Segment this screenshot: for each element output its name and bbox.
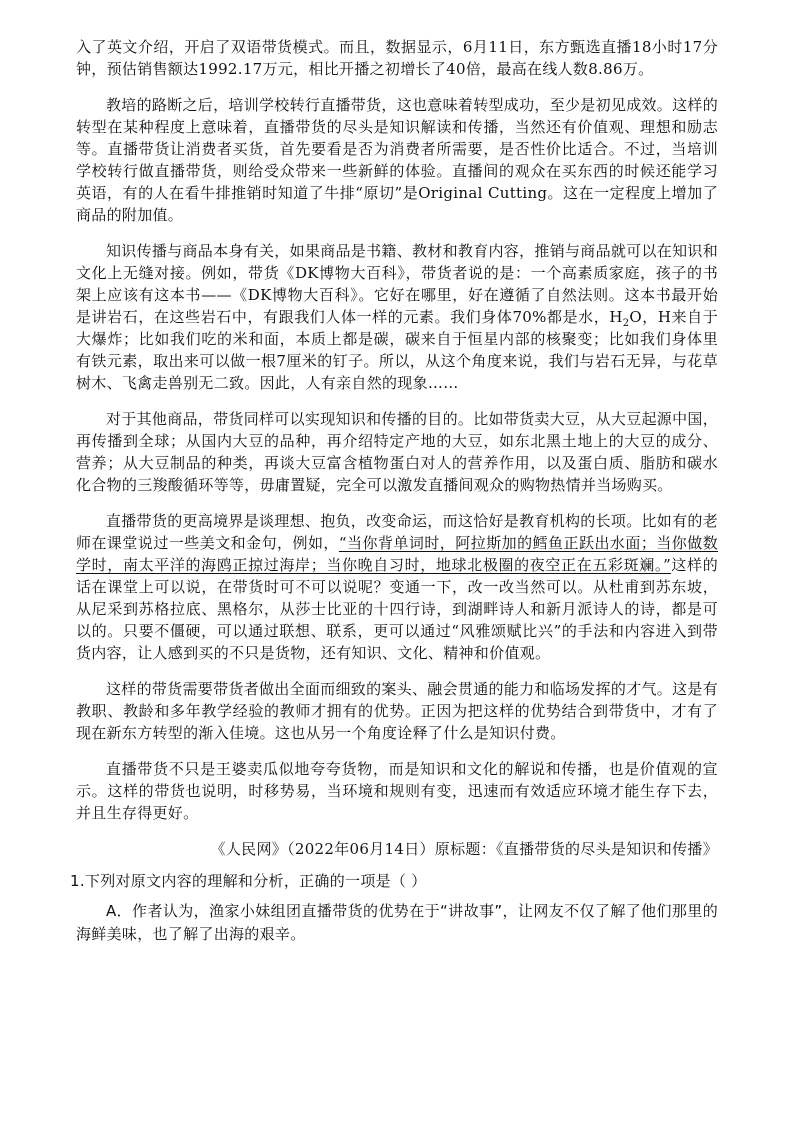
article-paragraph-4: 对于其他商品，带货同样可以实现知识和传播的目的。比如带货卖大豆，从大豆起源中国，再传播到全球；从国内大豆的品种，再介绍特定产地的大豆，如东北黑土地上的大豆的成分、营养；从大豆制品的种类，再谈大豆富含植物蛋白对人的营养作用，以及蛋白质、脂肪和碳水化合物的三羧酸循环等等，毋庸置疑，完全可以激发直播间观众的购物热情并当场购买。 — [76, 410, 719, 494]
paragraph-3-text-b: O，H来自于大爆炸；比如我们吃的米和面，本质上都是碳，碳来自于恒星内部的核聚变；比如我们身体里有铁元素，取出来可以做一根7厘米的钉子。所以，从这个角度来说，我们与岩石无异，与花草树木、飞禽走兽别无二致。因此，人有亲自然的现象…… — [76, 308, 718, 392]
paragraph-3-text-a: 知识传播与商品本身有关，如果商品是书籍、教材和教育内容，推销与商品就可以在知识和文化上无缝对接。例如，带货《DK博物大百科》，带货者说的是：一个高素质家庭，孩子的书架上应该有这本书——《DK博物大百科》。它好在哪里，好在遵循了自然法则。这本书最开始是讲岩石，在这些岩石中，有跟我们人体一样的元素。我们身体70%都是水，H — [76, 242, 719, 326]
option-a: A．作者认为，渔家小妹组团直播带货的优势在于“讲故事”，让网友不仅了解了他们那里的海鲜美味，也了解了出海的艰辛。 — [76, 902, 718, 943]
article-paragraph-1: 入了英文介绍，开启了双语带货模式。而且，数据显示，6月11日，东方甄选直播18小时17分钟，预估销售额达1992.17万元，相比开播之初增长了40倍，最高在线人数8.86万。 — [76, 38, 718, 78]
subscript-2: 2 — [622, 318, 630, 329]
paragraph-5-text-b: 这样的话在课堂上可以说，在带货时可不可以说呢？变通一下，改一改当然可以。从杜甫到苏东坡，从尼采到苏格拉底、黑格尔，从莎士比亚的十四行诗，到湖畔诗人和新月派诗人的诗，都是可以的。只要不僵硬，可以通过联想、联系，更可以通过“风雅颂赋比兴”的手法和内容进入到带货内容，让人感到买的不只是货物，还有知识、文化、精神和价值观。 — [76, 556, 719, 662]
article-paragraph-3 — [76, 240, 718, 394]
underlined-quote: “当你背单词时，阿拉斯加的鳕鱼正跃出水面；当你做数学时，南太平洋的海鸥正掠过海岸；当你晚自习时，地球北极圈的夜空正在五彩斑斓。” — [76, 534, 718, 574]
article-paragraph-7: 直播带货不只是王婆卖瓜似地夸夸货物，而是知识和文化的解说和传播，也是价值观的宣示。这样的带货也说明，时移势易，当环境和规则有变，迅速而有效适应环境才能生存下去，并且生存得更好。 — [76, 760, 718, 822]
question-stem: 1.下列对原文内容的理解和分析，正确的一项是（ ） — [70, 872, 427, 890]
document-page — [70, 36, 719, 946]
article-paragraph-5 — [76, 510, 718, 664]
paragraph-5-text-a: 直播带货的更高境界是谈理想、抱负，改变命运，而这恰好是教育机构的长项。比如有的老师在课堂说过一些美文和金句，例如， — [76, 512, 719, 552]
article-paragraph-6: 这样的带货需要带货者做出全面而细致的案头、融会贯通的能力和临场发挥的才气。这是有教职、教龄和多年教学经验的教师才拥有的优势。正因为把这样的优势结合到带货中，才有了现在新东方转型的渐入佳境。这也从另一个角度诠释了什么是知识付费。 — [76, 680, 719, 742]
article-paragraph-2: 教培的路断之后，培训学校转行直播带货，这也意味着转型成功，至少是初见成效。这样的转型在某种程度上意味着，直播带货的尽头是知识解读和传播，当然还有价值观、理想和励志等。直播带货让消费者买货，首先要看是否为消费者所需要，是否性价比适合。不过，当培训学校转行做直播带货，则给受众带来一些新鲜的体验。直播间的观众在买东西的时候还能学习英语，有的人在看牛排推销时知道了牛排“原切”是Original Cutting。这在一定程度上增加了商品的附加值。 — [76, 96, 719, 224]
source-citation: 《人民网》（2022年06月14日）原标题：《直播带货的尽头是知识和传播》 — [210, 840, 718, 858]
